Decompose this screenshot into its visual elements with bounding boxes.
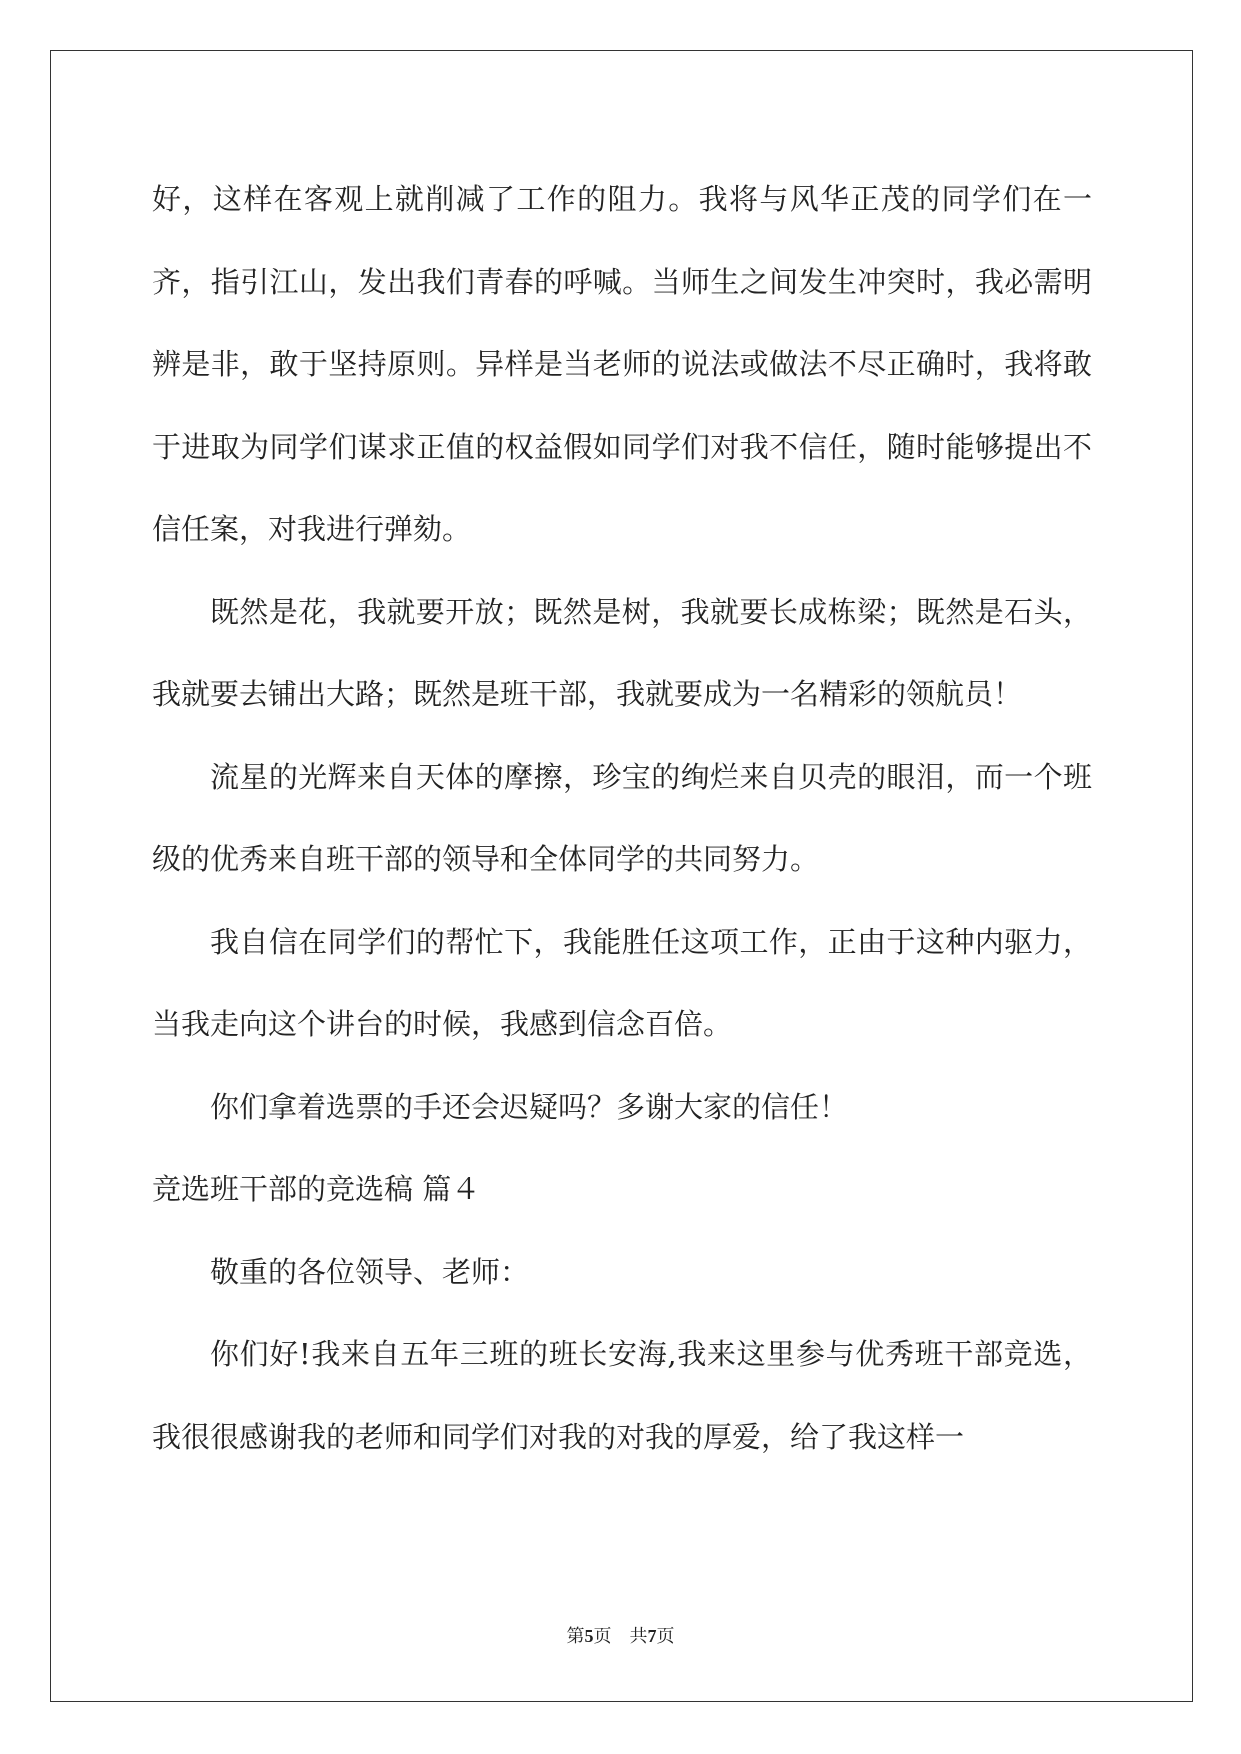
paragraph: 流星的光辉来自天体的摩擦，珍宝的绚烂来自贝壳的眼泪，而一个班级的优秀来自班干部的领导和全体同学的共同努力。 xyxy=(152,759,1092,876)
page-current: 5 xyxy=(584,1626,594,1646)
paragraph: 你们好!我来自五年三班的班长安海,我来这里参与优秀班干部竞选，我很很感谢我的老师和同学们对我的对我的厚爱，给了我这样一 xyxy=(152,1337,1092,1454)
paragraph: 既然是花，我就要开放；既然是树，我就要长成栋梁；既然是石头，我就要去铺出大路；既然是班干部，我就要成为一名精彩的领航员！ xyxy=(152,594,1092,711)
total-prefix: 共 xyxy=(629,1626,648,1647)
total-suffix: 页 xyxy=(656,1626,675,1647)
paragraph: 好，这样在客观上就削减了工作的阻力。我将与风华正茂的同学们在一齐，指引江山，发出我们青春的呼喊。当师生之间发生冲突时，我必需明辨是非，敢于坚持原则。异样是当老师的说法或做法不尽正确时，我将敢于进取为同学们谋求正值的权益假如同学们对我不信任，随时能够提出不信任案，对我进行弹劾。 xyxy=(152,182,1092,546)
paragraph: 我自信在同学们的帮忙下，我能胜任这项工作，正由于这种内驱力，当我走向这个讲台的时候，我感到信念百倍。 xyxy=(152,924,1092,1041)
salutation: 敬重的各位领导、老师： xyxy=(210,1254,530,1289)
page-suffix: 页 xyxy=(593,1626,612,1647)
page-footer xyxy=(0,1622,1241,1648)
section-heading: 竞选班干部的竞选稿 篇４ xyxy=(152,1172,481,1206)
document-body xyxy=(152,158,1092,1478)
page-total: 7 xyxy=(647,1626,657,1646)
paragraph: 你们拿着选票的手还会迟疑吗？多谢大家的信任！ xyxy=(210,1089,849,1124)
page-prefix: 第 xyxy=(566,1626,585,1647)
